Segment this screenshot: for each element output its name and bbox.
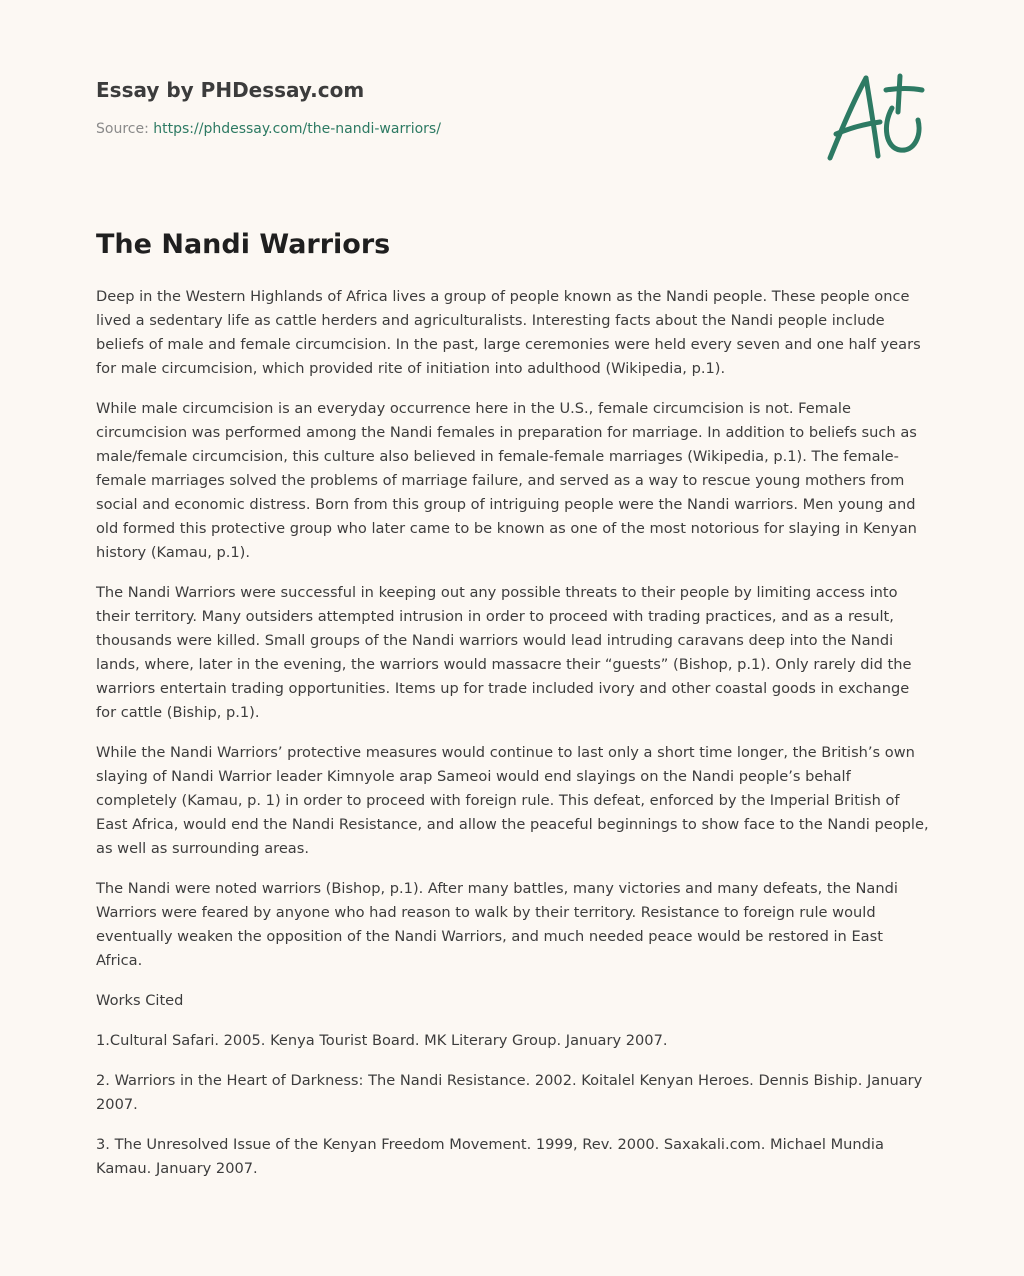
works-cited-heading: Works Cited [96, 992, 184, 1009]
paragraph-3: The Nandi Warriors were successful in keeping out any possible threats to their people by limiting access into their territory. Many outsiders attempted intrusion in order to proceed with trading practices, and as a result, thousands were killed. Small groups of the Nandi warriors would lead intruding caravans deep into the Nandi lands, where, later in the evening, the warriors would massacre their “guests” (Bishop, p.1). Only rarely did the warriors entertain trading opportunities. Items up for trade included ivory and other coastal goods in exchange for cattle (Biship, p.1). [96, 584, 912, 721]
source-link[interactable]: https://phdessay.com/the-nandi-warriors/ [153, 121, 441, 137]
site-title: Essay by PHDessay.com [96, 78, 365, 102]
citation-1: 1.Cultural Safari. 2005. Kenya Tourist Board. MK Literary Group. January 2007. [96, 1032, 668, 1049]
paragraph-4: While the Nandi Warriors’ protective measures would continue to last only a short time longer, the British’s own slaying of Nandi Warrior leader Kimnyole arap Sameoi would end slayings on the Nandi people’s behalf completely (Kamau, p. 1) in order to proceed with foreign rule. This defeat, enforced by the Imperial British of East Africa, would end the Nandi Resistance, and allow the peaceful beginnings to show face to the Nandi people, as well as surrounding areas. [96, 744, 929, 857]
essay-body [96, 285, 932, 1197]
paragraph-1: Deep in the Western Highlands of Africa lives a group of people known as the Nandi people. These people once lived a sedentary life as cattle herders and agriculturalists. Interesting facts about the Nandi people include beliefs of male and female circumcision. In the past, large ceremonies were held every seven and one half years for male circumcision, which provided rite of initiation into adulthood (Wikipedia, p.1). [96, 288, 921, 377]
paragraph-5: The Nandi were noted warriors (Bishop, p.1). After many battles, many victories and many defeats, the Nandi Warriors were feared by anyone who had reason to walk by their territory. Resistance to foreign rule would eventually weaken the opposition of the Nandi Warriors, and much needed peace would be restored in East Africa. [96, 880, 898, 969]
essay-title: The Nandi Warriors [96, 229, 391, 260]
citation-3: 3. The Unresolved Issue of the Kenyan Freedom Movement. 1999, Rev. 2000. Saxakali.com. Michael Mundia Kamau. January 2007. [96, 1136, 884, 1177]
header [96, 76, 796, 139]
a-plus-logo-icon [820, 68, 930, 168]
citation-2: 2. Warriors in the Heart of Darkness: The Nandi Resistance. 2002. Koitalel Kenyan Heroes. Dennis Biship. January 2007. [96, 1072, 923, 1113]
paragraph-2: While male circumcision is an everyday occurrence here in the U.S., female circumcision is not. Female circumcision was performed among the Nandi females in preparation for marriage. In addition to beliefs such as male/female circumcision, this culture also believed in female-female marriages (Wikipedia, p.1). The female-female marriages solved the problems of marriage failure, and served as a way to rescue young mothers from social and economic distress. Born from this group of intriguing people were the Nandi warriors. Men young and old formed this protective group who later came to be known as one of the most notorious for slaying in Kenyan history (Kamau, p.1). [96, 400, 917, 561]
source-label: Source: [96, 121, 154, 137]
source-line [96, 119, 796, 139]
